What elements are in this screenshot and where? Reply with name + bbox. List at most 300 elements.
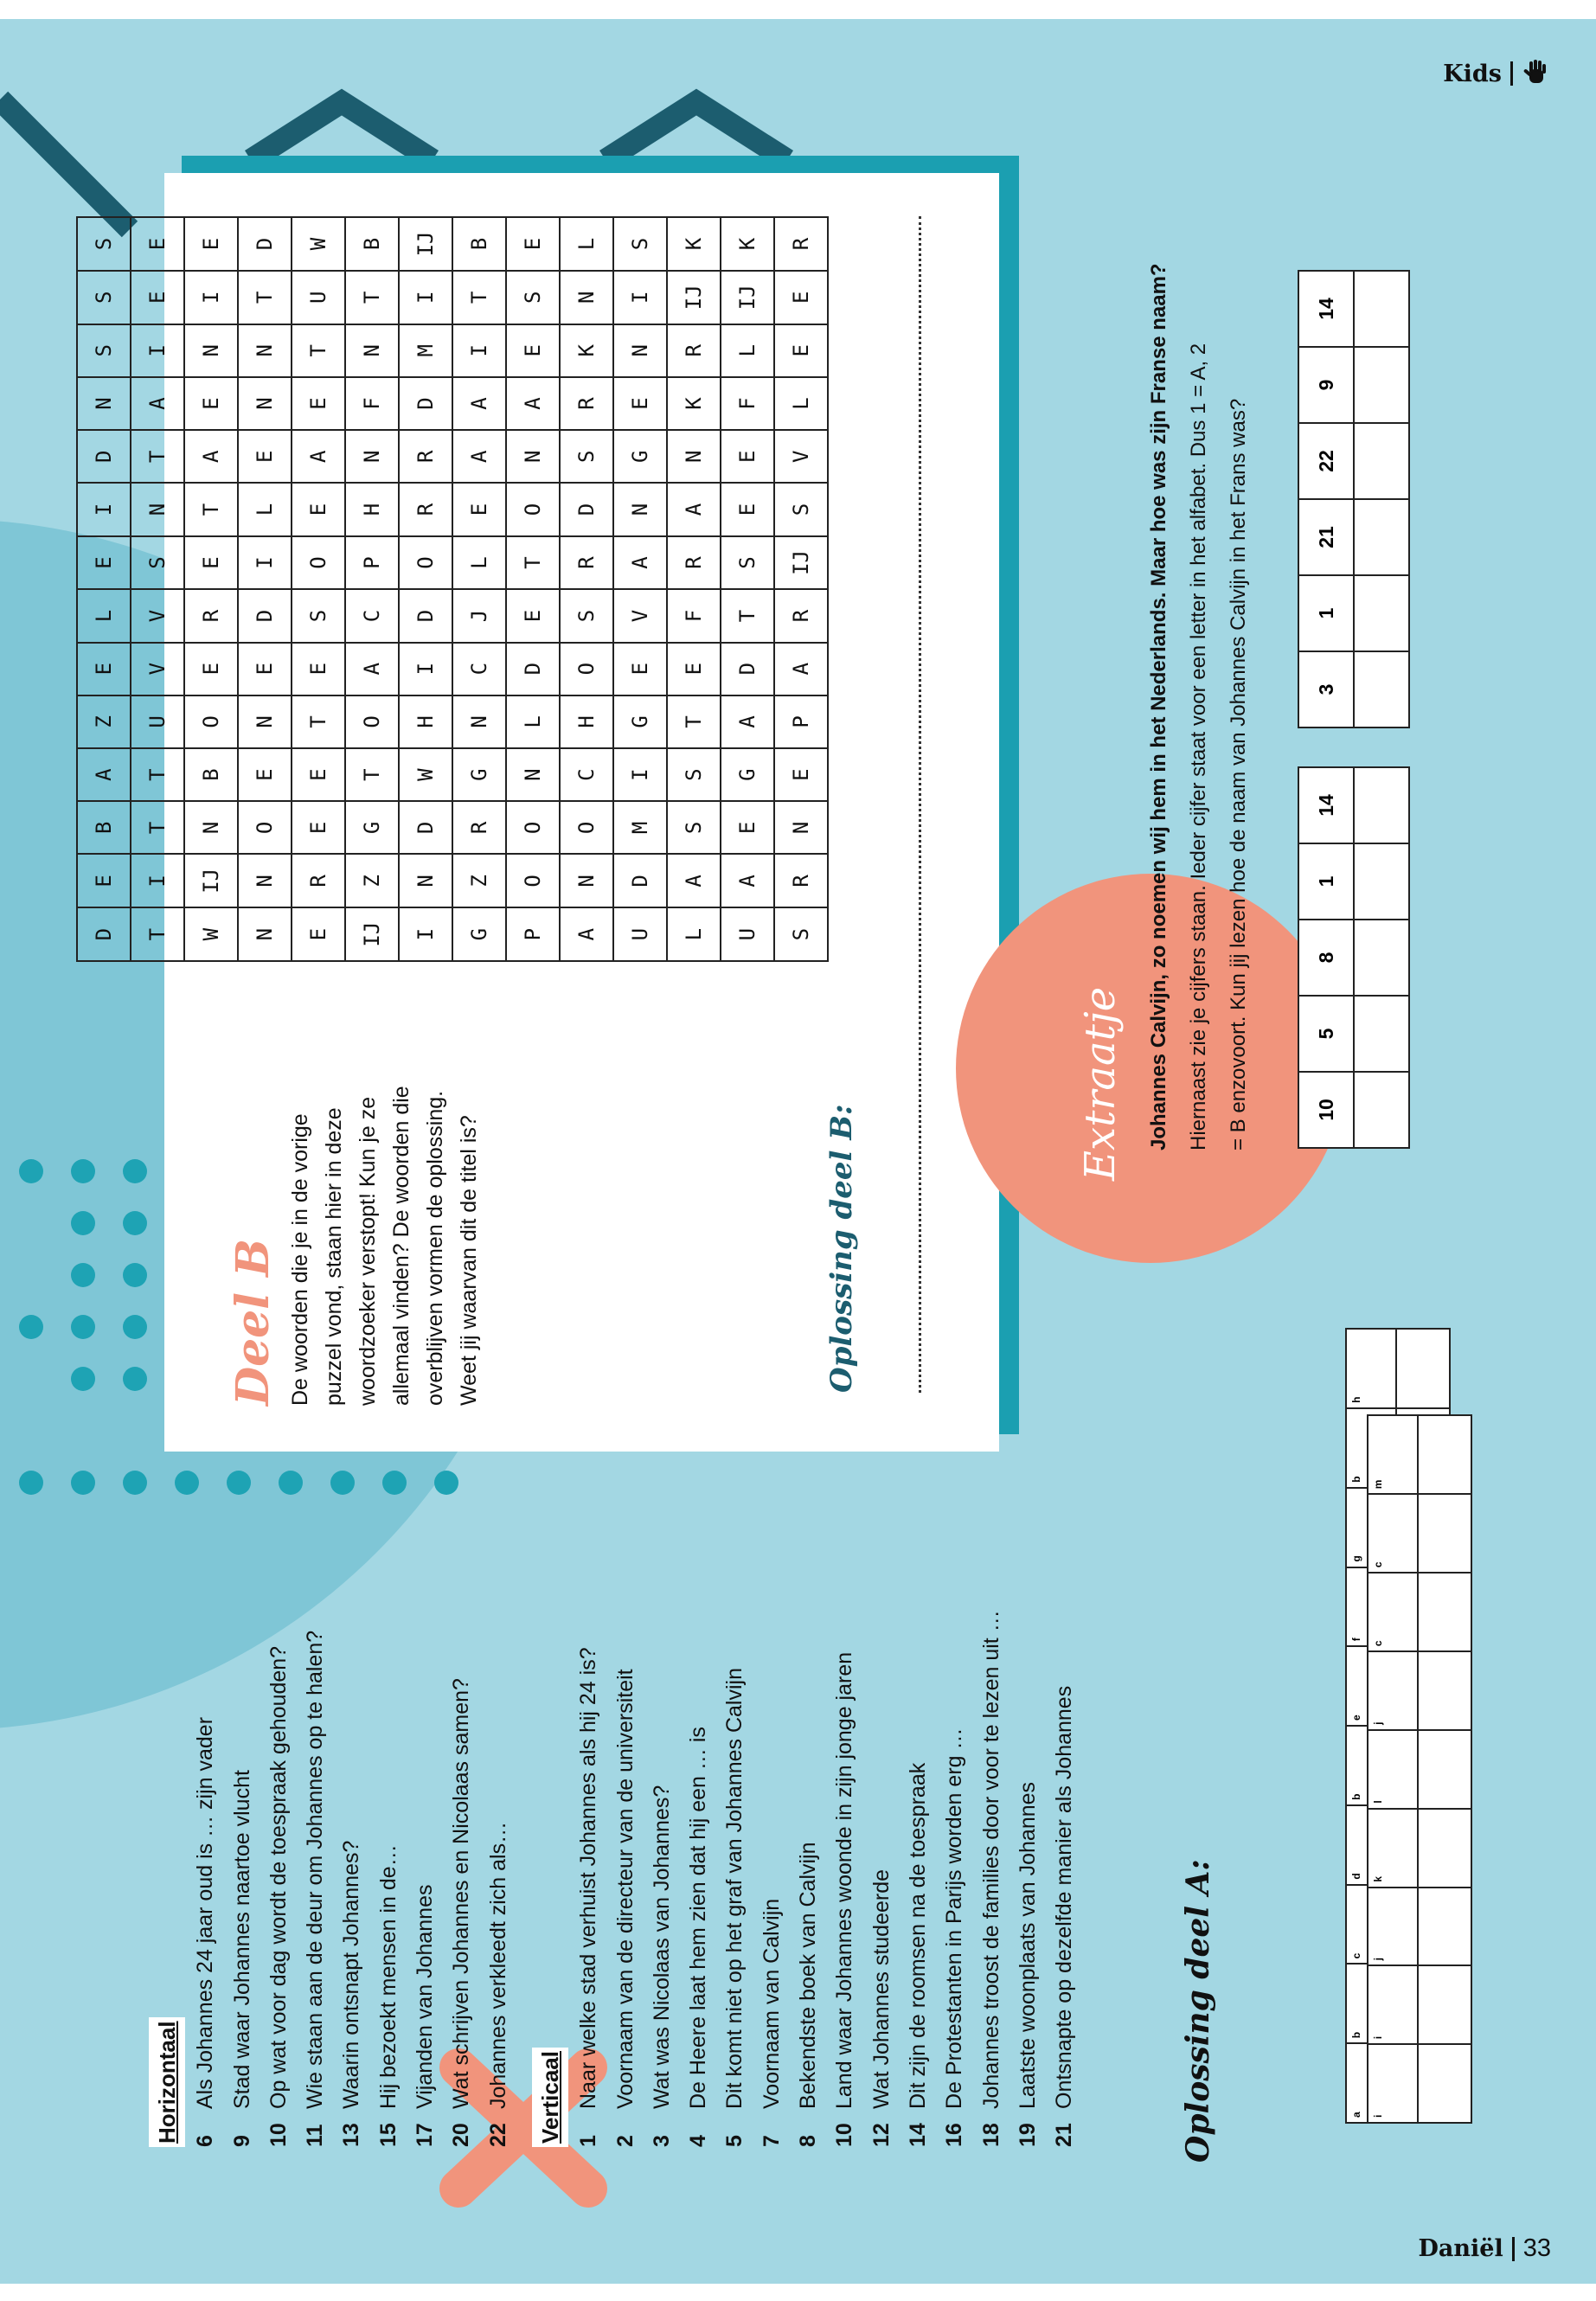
wordsearch-cell[interactable]: IJ — [721, 271, 774, 324]
wordsearch-cell[interactable]: E — [131, 271, 184, 324]
wordsearch-cell[interactable]: P — [774, 695, 828, 748]
wordsearch-cell[interactable]: N — [774, 801, 828, 854]
wordsearch-cell[interactable]: A — [613, 536, 667, 590]
wordsearch-cell[interactable]: U — [613, 907, 667, 961]
wordsearch-cell[interactable]: IJ — [667, 271, 721, 324]
clue-text: Wie staan aan de deur om Johannes op te halen? — [303, 1630, 328, 2109]
wordsearch-cell[interactable]: T — [131, 907, 184, 961]
wordsearch-cell[interactable]: B — [77, 801, 131, 854]
wordsearch-cell[interactable]: O — [506, 854, 560, 907]
wordsearch-cell[interactable]: N — [77, 377, 131, 430]
clue-item — [680, 1472, 716, 2147]
wordsearch-cell[interactable]: D — [399, 377, 452, 430]
wordsearch-cell[interactable]: D — [399, 589, 452, 642]
wordsearch-cell[interactable]: D — [506, 643, 560, 695]
wordsearch-cell[interactable]: R — [560, 377, 613, 430]
wordsearch-cell[interactable]: E — [77, 536, 131, 590]
wordsearch-cell[interactable]: D — [238, 217, 292, 271]
extra-code-2 — [1298, 261, 1446, 728]
wordsearch-cell[interactable]: H — [560, 695, 613, 748]
wordsearch-cell[interactable]: I — [452, 324, 506, 377]
wordsearch-cell[interactable]: O — [399, 536, 452, 590]
wordsearch-cell[interactable]: R — [452, 801, 506, 854]
wordsearch-cell[interactable]: N — [238, 377, 292, 430]
wordsearch-cell[interactable]: A — [560, 907, 613, 961]
wordsearch-cell[interactable]: O — [345, 695, 399, 748]
wordsearch-cell[interactable]: E — [613, 377, 667, 430]
wordsearch-cell[interactable]: E — [292, 801, 345, 854]
wordsearch-cell[interactable]: A — [667, 483, 721, 535]
answer-box[interactable] — [1418, 1415, 1471, 1494]
wordsearch-cell[interactable]: D — [560, 483, 613, 535]
clue-item — [790, 1472, 826, 2147]
wordsearch-cell[interactable]: E — [774, 748, 828, 801]
wordsearch-cell[interactable]: S — [774, 483, 828, 535]
wordsearch-cell[interactable]: W — [399, 748, 452, 801]
clue-number: 10 — [832, 2123, 857, 2147]
wordsearch-cell[interactable]: L — [560, 217, 613, 271]
wordsearch-cell[interactable]: S — [774, 907, 828, 961]
wordsearch-cell[interactable]: S — [560, 589, 613, 642]
decorative-dot — [123, 1159, 147, 1183]
wordsearch-cell[interactable]: E — [506, 324, 560, 377]
decorative-dot — [19, 1471, 43, 1495]
clue-text: Voornaam van Calvijn — [759, 1898, 784, 2109]
answer-letter-box[interactable]: c — [1368, 1494, 1418, 1573]
bottom-margin — [0, 2284, 1596, 2301]
wordsearch-cell[interactable]: E — [184, 536, 238, 590]
wordsearch-cell[interactable]: N — [399, 854, 452, 907]
wordsearch-cell[interactable]: R — [774, 589, 828, 642]
wordsearch-cell[interactable]: D — [399, 801, 452, 854]
decorative-dot — [71, 1315, 95, 1339]
wordsearch-row — [506, 217, 560, 961]
answer-letter-box[interactable]: m — [1368, 1415, 1418, 1494]
wordsearch-cell[interactable]: I — [399, 907, 452, 961]
wordsearch-cell[interactable]: A — [77, 748, 131, 801]
wordsearch-cell[interactable]: E — [77, 643, 131, 695]
answer-letter-box[interactable]: h — [1346, 1329, 1396, 1408]
wordsearch-cell[interactable]: I — [613, 748, 667, 801]
answer-box[interactable] — [1418, 2044, 1471, 2123]
wordsearch-cell[interactable]: E — [131, 217, 184, 271]
wordsearch-cell[interactable]: E — [667, 643, 721, 695]
answer-letter-box[interactable]: d — [1346, 1805, 1396, 1885]
answer-letter-box[interactable]: c — [1346, 1885, 1396, 1965]
wordsearch-cell[interactable]: C — [560, 748, 613, 801]
wordsearch-cell[interactable]: IJ — [774, 536, 828, 590]
wordsearch-cell[interactable]: H — [399, 695, 452, 748]
wordsearch-cell[interactable]: Z — [77, 695, 131, 748]
wordsearch-cell[interactable]: E — [184, 643, 238, 695]
wordsearch-cell[interactable]: S — [77, 217, 131, 271]
code-answer-box[interactable] — [1354, 271, 1409, 347]
wordsearch-cell[interactable]: N — [506, 430, 560, 483]
wordsearch-cell[interactable]: T — [721, 589, 774, 642]
decorative-dot — [71, 1471, 95, 1495]
answer-letter-box[interactable]: g — [1346, 1488, 1396, 1567]
wordsearch-cell[interactable]: N — [345, 430, 399, 483]
wordsearch-cell[interactable]: A — [345, 643, 399, 695]
wordsearch-cell[interactable]: O — [184, 695, 238, 748]
wordsearch-cell[interactable]: D — [721, 643, 774, 695]
decorative-dot — [71, 1159, 95, 1183]
wordsearch-area — [76, 216, 813, 962]
wordsearch-cell[interactable]: N — [131, 483, 184, 535]
code-answer-box[interactable] — [1354, 347, 1409, 423]
wordsearch-cell[interactable]: R — [184, 589, 238, 642]
answer-letter-box[interactable]: i — [1368, 1965, 1418, 2044]
clue-text: Laatste woonplaats van Johannes — [1015, 1781, 1040, 2109]
wordsearch-cell[interactable]: T — [292, 324, 345, 377]
verticaal-heading: Verticaal — [532, 2048, 568, 2147]
clue-item — [443, 1472, 479, 2147]
wordsearch-cell[interactable]: L — [721, 324, 774, 377]
clue-item — [863, 1472, 900, 2147]
clue-text: Dit zijn de roomsen na de toespraak — [905, 1762, 930, 2109]
wordsearch-cell[interactable]: A — [721, 695, 774, 748]
wordsearch-cell[interactable]: I — [131, 324, 184, 377]
wordsearch-cell[interactable]: T — [292, 695, 345, 748]
wordsearch-cell[interactable]: N — [613, 483, 667, 535]
code-answer-box[interactable] — [1354, 499, 1409, 575]
wordsearch-cell[interactable]: A — [452, 377, 506, 430]
wordsearch-cell[interactable]: B — [345, 217, 399, 271]
clue-item — [826, 1472, 862, 2147]
wordsearch-cell[interactable]: E — [506, 589, 560, 642]
wordsearch-cell[interactable]: P — [345, 536, 399, 590]
wordsearch-cell[interactable]: E — [721, 801, 774, 854]
wordsearch-row — [452, 217, 506, 961]
wordsearch-cell[interactable]: R — [774, 217, 828, 271]
wordsearch-cell[interactable]: E — [721, 430, 774, 483]
answer-letter-box[interactable]: f — [1346, 1567, 1396, 1647]
clue-number: 17 — [413, 2123, 438, 2147]
wordsearch-cell[interactable]: R — [399, 483, 452, 535]
wordsearch-cell[interactable]: L — [77, 589, 131, 642]
answer-letter-box[interactable]: c — [1368, 1573, 1418, 1651]
wordsearch-cell[interactable]: S — [292, 589, 345, 642]
wordsearch-cell[interactable]: F — [721, 377, 774, 430]
wordsearch-cell[interactable]: A — [667, 854, 721, 907]
extra-line-3: = B enzovoort. Kun jij lezen hoe de naam van Johannes Calvijn in het Frans was? — [1227, 398, 1250, 1150]
wordsearch-cell[interactable]: D — [613, 854, 667, 907]
wordsearch-cell[interactable]: R — [292, 854, 345, 907]
wordsearch-cell[interactable]: Z — [452, 854, 506, 907]
decorative-dot — [71, 1263, 95, 1287]
wordsearch-cell[interactable]: G — [345, 801, 399, 854]
wordsearch-cell[interactable]: B — [184, 748, 238, 801]
wordsearch-cell[interactable]: R — [667, 536, 721, 590]
code-table-2 — [1298, 270, 1410, 728]
answer-letter-box[interactable]: a — [1346, 2043, 1396, 2123]
wordsearch-cell[interactable]: N — [184, 801, 238, 854]
answer-letter-box[interactable]: i — [1368, 2044, 1418, 2123]
clue-text: De Heere laat hem zien dat hij een … is — [686, 1727, 711, 2109]
wordsearch-cell[interactable]: T — [131, 430, 184, 483]
deel-b-title: Deel B — [227, 1238, 279, 1406]
wordsearch-cell[interactable]: T — [238, 271, 292, 324]
wordsearch-cell[interactable]: N — [238, 854, 292, 907]
wordsearch-cell[interactable]: S — [131, 536, 184, 590]
answer-letter-row — [1368, 1415, 1418, 2123]
code-number: 22 — [1298, 423, 1354, 499]
wordsearch-cell[interactable]: S — [667, 801, 721, 854]
wordsearch-cell[interactable]: I — [77, 483, 131, 535]
clue-item — [570, 1472, 606, 2147]
wordsearch-cell[interactable]: I — [184, 271, 238, 324]
wordsearch-cell[interactable]: N — [238, 695, 292, 748]
wordsearch-cell[interactable]: E — [774, 271, 828, 324]
wordsearch-cell[interactable]: P — [506, 907, 560, 961]
wordsearch-cell[interactable]: S — [613, 217, 667, 271]
code-answer-box[interactable] — [1354, 423, 1409, 499]
wordsearch-cell[interactable]: F — [345, 377, 399, 430]
wordsearch-cell[interactable]: O — [560, 643, 613, 695]
wordsearch-cell[interactable]: A — [774, 643, 828, 695]
wordsearch-cell[interactable]: U — [721, 907, 774, 961]
clue-number: 11 — [303, 2124, 328, 2147]
answer-letter-box[interactable]: j — [1368, 1651, 1418, 1730]
wordsearch-cell[interactable]: A — [452, 430, 506, 483]
clue-number: 8 — [796, 2135, 821, 2147]
code-answer-box[interactable] — [1354, 651, 1409, 727]
separator — [1510, 61, 1513, 86]
wordsearch-cell[interactable]: E — [452, 483, 506, 535]
wordsearch-cell[interactable]: M — [613, 801, 667, 854]
clue-number: 22 — [485, 2123, 510, 2147]
wordsearch-cell[interactable]: K — [667, 217, 721, 271]
wordsearch-cell[interactable]: G — [613, 695, 667, 748]
answer-box[interactable] — [1418, 1888, 1471, 1966]
wordsearch-cell[interactable]: G — [452, 748, 506, 801]
wordsearch-cell[interactable]: C — [345, 589, 399, 642]
deel-a-title-wrap — [1168, 1782, 1228, 2163]
answer-box[interactable] — [1418, 1494, 1471, 1573]
wordsearch-cell[interactable]: E — [292, 377, 345, 430]
wordsearch-cell[interactable]: S — [506, 271, 560, 324]
code-answer-box[interactable] — [1354, 920, 1409, 996]
wordsearch-cell[interactable]: IJ — [399, 217, 452, 271]
wordsearch-cell[interactable]: E — [774, 324, 828, 377]
wordsearch-cell[interactable]: I — [613, 271, 667, 324]
wordsearch-cell[interactable]: T — [506, 536, 560, 590]
clue-number: 20 — [449, 2123, 474, 2147]
answer-letter-box[interactable]: k — [1368, 1809, 1418, 1888]
wordsearch-cell[interactable]: E — [292, 748, 345, 801]
wordsearch-cell[interactable]: N — [667, 430, 721, 483]
wordsearch-cell[interactable]: L — [774, 377, 828, 430]
wordsearch-cell[interactable]: O — [506, 483, 560, 535]
wordsearch-cell[interactable]: S — [77, 271, 131, 324]
wordsearch-cell[interactable]: T — [345, 271, 399, 324]
wordsearch-cell[interactable]: S — [667, 748, 721, 801]
wordsearch-cell[interactable]: D — [77, 430, 131, 483]
wordsearch-cell[interactable]: A — [184, 430, 238, 483]
code-answer-box[interactable] — [1354, 767, 1409, 843]
wordsearch-cell[interactable]: E — [292, 907, 345, 961]
wordsearch-row — [345, 217, 399, 961]
wordsearch-cell[interactable]: N — [613, 324, 667, 377]
wordsearch-cell[interactable]: N — [238, 324, 292, 377]
answer-box[interactable] — [1418, 1573, 1471, 1651]
wordsearch-cell[interactable]: L — [506, 695, 560, 748]
code-answer-box[interactable] — [1354, 843, 1409, 920]
wordsearch-cell[interactable]: E — [238, 430, 292, 483]
wordsearch-cell[interactable]: K — [667, 377, 721, 430]
wordsearch-cell[interactable]: C — [452, 643, 506, 695]
clue-number: 4 — [686, 2135, 711, 2147]
wordsearch-cell[interactable]: O — [560, 801, 613, 854]
wordsearch-cell[interactable]: V — [774, 430, 828, 483]
wordsearch-cell[interactable]: T — [667, 695, 721, 748]
deel-b-answer-line[interactable] — [919, 216, 921, 1393]
wordsearch-cell[interactable]: K — [560, 324, 613, 377]
wordsearch-row — [77, 217, 131, 961]
wordsearch-cell[interactable]: A — [292, 430, 345, 483]
answer-box[interactable] — [1418, 1809, 1471, 1888]
wordsearch-cell[interactable]: A — [131, 377, 184, 430]
wordsearch-cell[interactable]: L — [667, 907, 721, 961]
wordsearch-cell[interactable]: N — [184, 324, 238, 377]
wordsearch-cell[interactable]: O — [238, 801, 292, 854]
deel-b-solution-label-wrap — [816, 1099, 868, 1393]
answer-letter-box[interactable]: j — [1368, 1888, 1418, 1966]
wordsearch-cell[interactable]: I — [131, 854, 184, 907]
wordsearch-cell[interactable]: N — [345, 324, 399, 377]
answer-box[interactable] — [1396, 1329, 1450, 1408]
wordsearch-cell[interactable]: E — [238, 643, 292, 695]
wordsearch-cell[interactable]: K — [721, 217, 774, 271]
wordsearch-cell[interactable]: A — [721, 854, 774, 907]
code-answer-box[interactable] — [1354, 575, 1409, 651]
extra-line-2: Hiernaast zie je cijfers staan. Ieder cijfer staat voor een letter in het alfabet. Dus 1 = A, 2 — [1187, 343, 1210, 1150]
wordsearch-cell[interactable]: F — [667, 589, 721, 642]
wordsearch-row — [667, 217, 721, 961]
wordsearch-cell[interactable]: T — [452, 271, 506, 324]
code-answer-box[interactable] — [1354, 996, 1409, 1072]
wordsearch-cell[interactable]: E — [77, 854, 131, 907]
wordsearch-cell[interactable]: V — [613, 589, 667, 642]
wordsearch-cell[interactable]: E — [184, 217, 238, 271]
clue-item — [260, 1472, 297, 2147]
clue-number: 7 — [759, 2135, 784, 2147]
wordsearch-cell[interactable]: I — [399, 643, 452, 695]
wordsearch-cell[interactable]: E — [613, 643, 667, 695]
wordsearch-cell[interactable]: M — [399, 324, 452, 377]
wordsearch-cell[interactable]: T — [184, 483, 238, 535]
wordsearch-cell[interactable]: U — [292, 271, 345, 324]
wordsearch-cell[interactable]: D — [238, 589, 292, 642]
answer-letter-box[interactable]: b — [1346, 1726, 1396, 1805]
wordsearch-cell[interactable]: E — [292, 483, 345, 535]
wordsearch-cell[interactable]: O — [506, 801, 560, 854]
wordsearch-cell[interactable]: S — [560, 430, 613, 483]
wordsearch-cell[interactable]: E — [184, 377, 238, 430]
clue-text: Bekendste boek van Calvijn — [796, 1842, 821, 2109]
wordsearch-cell[interactable]: N — [238, 907, 292, 961]
wordsearch-cell[interactable]: U — [131, 695, 184, 748]
wordsearch-cell[interactable]: S — [721, 536, 774, 590]
wordsearch-cell[interactable]: J — [452, 589, 506, 642]
horizontaal-list — [149, 1472, 516, 2147]
wordsearch-cell[interactable]: W — [184, 907, 238, 961]
wordsearch-cell[interactable]: E — [721, 483, 774, 535]
wordsearch-cell[interactable]: E — [506, 217, 560, 271]
wordsearch-cell[interactable]: G — [613, 430, 667, 483]
wordsearch-cell[interactable]: T — [345, 748, 399, 801]
wordsearch-row — [184, 217, 238, 961]
answer-letter-box[interactable]: b — [1346, 1408, 1396, 1488]
wordsearch-cell[interactable]: I — [238, 536, 292, 590]
extra-question: Johannes Calvijn, zo noemen wij hem in het Nederlands. Maar hoe was zijn Franse naam? — [1147, 263, 1170, 1150]
separator — [1512, 2237, 1515, 2261]
wordsearch-cell[interactable]: A — [506, 377, 560, 430]
wordsearch-grid — [76, 216, 829, 962]
wordsearch-cell[interactable]: S — [77, 324, 131, 377]
code-answer-box[interactable] — [1354, 1072, 1409, 1148]
wordsearch-cell[interactable]: Z — [345, 854, 399, 907]
wordsearch-cell[interactable]: IJ — [345, 907, 399, 961]
wordsearch-cell[interactable]: E — [292, 643, 345, 695]
wordsearch-cell[interactable]: H — [345, 483, 399, 535]
wordsearch-cell[interactable]: N — [560, 271, 613, 324]
wordsearch-cell[interactable]: O — [292, 536, 345, 590]
wordsearch-cell[interactable]: N — [560, 854, 613, 907]
wordsearch-cell[interactable]: L — [238, 483, 292, 535]
wordsearch-cell[interactable]: T — [131, 801, 184, 854]
wordsearch-cell[interactable]: R — [774, 854, 828, 907]
extra-title: Extraatje — [1076, 986, 1125, 1181]
clue-number: 2 — [612, 2135, 638, 2147]
wordsearch-cell[interactable]: G — [721, 748, 774, 801]
wordsearch-cell[interactable]: R — [399, 430, 452, 483]
wordsearch-cell[interactable]: R — [667, 324, 721, 377]
answer-blank-row — [1418, 1415, 1471, 2123]
wordsearch-cell[interactable]: E — [238, 748, 292, 801]
clue-text: De Protestanten in Parijs worden erg … — [942, 1727, 967, 2109]
clue-item — [297, 1472, 333, 2147]
wordsearch-cell[interactable]: V — [131, 643, 184, 695]
clue-number: 13 — [339, 2123, 364, 2147]
wordsearch-cell[interactable]: T — [131, 748, 184, 801]
code-number-row — [1298, 767, 1354, 1148]
horizontaal-heading: Horizontaal — [149, 2017, 185, 2147]
wordsearch-cell[interactable]: V — [131, 589, 184, 642]
wordsearch-cell[interactable]: L — [452, 536, 506, 590]
answer-letter-box[interactable]: l — [1368, 1730, 1418, 1809]
wordsearch-cell[interactable]: N — [506, 748, 560, 801]
answer-box[interactable] — [1418, 1651, 1471, 1730]
wordsearch-cell[interactable]: D — [77, 907, 131, 961]
wordsearch-cell[interactable]: W — [292, 217, 345, 271]
wordsearch-cell[interactable]: IJ — [184, 854, 238, 907]
wordsearch-cell[interactable]: G — [452, 907, 506, 961]
answer-letter-box[interactable]: e — [1346, 1646, 1396, 1726]
clue-item — [716, 1472, 753, 2147]
wordsearch-cell[interactable]: R — [560, 536, 613, 590]
answer-box[interactable] — [1418, 1965, 1471, 2044]
wordsearch-cell[interactable]: N — [452, 695, 506, 748]
wordsearch-cell[interactable]: I — [399, 271, 452, 324]
code-number: 1 — [1298, 843, 1354, 920]
clue-item — [607, 1472, 644, 2147]
answer-letter-box[interactable]: b — [1346, 1964, 1396, 2043]
clue-number: 16 — [942, 2123, 967, 2147]
answer-box[interactable] — [1418, 1730, 1471, 1809]
wordsearch-row — [292, 217, 345, 961]
wordsearch-cell[interactable]: B — [452, 217, 506, 271]
